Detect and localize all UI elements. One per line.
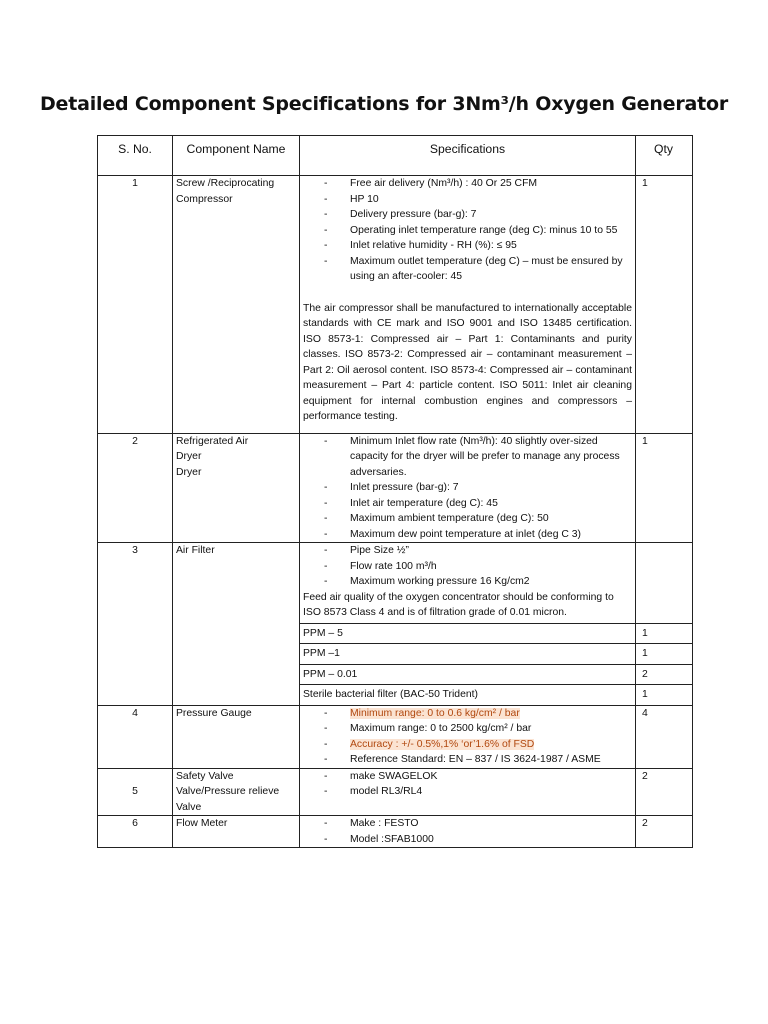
row-component-name: Screw /Reciprocating Compressor: [173, 176, 300, 434]
row-sno: 6: [98, 816, 173, 848]
header-sno: S. No.: [98, 136, 173, 176]
spec-item: - Reference Standard: EN – 837 / IS 3624-1987 / ASME: [303, 752, 632, 768]
spec-item: - Model :SFAB1000: [303, 832, 632, 848]
document-title: Detailed Component Specifications for 3Nm³/h Oxygen Generator: [39, 93, 729, 115]
row-qty: 4: [636, 705, 693, 768]
row-specifications: [300, 705, 636, 768]
spec-item: - Inlet relative humidity - RH (%): ≤ 95: [303, 238, 632, 254]
header-qty: Qty: [636, 136, 693, 176]
table-row: [98, 433, 693, 543]
spec-item: - Delivery pressure (bar-g): 7: [303, 207, 632, 223]
row-component-name: Pressure Gauge: [173, 705, 300, 768]
spec-item: - Inlet air temperature (deg C): 45: [303, 496, 632, 512]
subrow-qty: 1: [636, 623, 693, 644]
subrow-qty: 2: [636, 664, 693, 685]
spec-item: - HP 10: [303, 192, 632, 208]
row-specifications: [300, 816, 636, 848]
spec-item: - Maximum range: 0 to 2500 kg/cm² / bar: [303, 721, 632, 737]
table-row: [98, 705, 693, 768]
spec-item: - Maximum ambient temperature (deg C): 50: [303, 511, 632, 527]
row-specifications: [300, 543, 636, 624]
highlight: Minimum range: 0 to 0.6 kg/cm² / bar: [350, 707, 520, 719]
component-name-line: Dryer: [176, 466, 202, 478]
row-qty: 1: [636, 433, 693, 543]
table-header-row: [98, 136, 693, 176]
spec-item: - model RL3/RL4: [303, 784, 632, 800]
spec-note: Feed air quality of the oxygen concentrator should be conforming to ISO 8573 Class 4 and is of filtration grade of 0.01 micron.: [303, 591, 614, 618]
component-name-line: Refrigerated Air: [176, 435, 249, 447]
spec-item: - Inlet pressure (bar-g): 7: [303, 480, 632, 496]
row-sno: 4: [98, 705, 173, 768]
row-sno: 1: [98, 176, 173, 434]
row-component-name: Air Filter: [173, 543, 300, 706]
subrow-qty: 1: [636, 685, 693, 706]
table-row: [98, 768, 693, 816]
row-component-name: Flow Meter: [173, 816, 300, 848]
spec-item: - Pipe Size ½”: [303, 543, 632, 559]
row-specifications: [300, 433, 636, 543]
subrow-spec: Sterile bacterial filter (BAC-50 Trident): [300, 685, 636, 706]
spec-item: - Free air delivery (Nm³/h) : 40 Or 25 CFM: [303, 176, 632, 192]
subrow-spec: PPM –1: [300, 644, 636, 665]
subrow-spec: PPM – 0.01: [300, 664, 636, 685]
spec-item: - Flow rate 100 m³/h: [303, 559, 632, 575]
table-row: [98, 176, 693, 434]
row-sno: 2: [98, 433, 173, 543]
subrow-qty: 1: [636, 644, 693, 665]
spec-item-highlighted: [303, 706, 632, 722]
spec-item: - Operating inlet temperature range (deg C): minus 10 to 55: [303, 223, 632, 239]
row-component-name: [173, 433, 300, 543]
component-name-line: Dryer: [176, 451, 202, 462]
spec-item: - Minimum Inlet flow rate (Nm³/h): 40 slightly over-sized capacity for the dryer will be prefer to manage any process adversaries.: [303, 434, 632, 481]
row-specifications: [300, 176, 636, 434]
spec-paragraph: The air compressor shall be manufactured to internationally acceptable standards with CE mark and ISO 9001 and ISO 13485 certification. ISO 8573-1: Compressed air – Part 1: Contaminants and purity classes. ISO 8573-2: Compressed air – contaminant measurement – Part 2: Oil aerosol content. ISO 8573-4: Compressed air – contaminant measurement – Part 4: particle content. ISO 5011: Inlet air cleaning equipment for internal combustion engines and compressors – performance testing.: [303, 302, 632, 422]
spec-item: - make SWAGELOK: [303, 769, 632, 785]
row-qty: 1: [636, 176, 693, 434]
header-specifications: Specifications: [300, 136, 636, 176]
spec-item-highlighted: [303, 737, 632, 753]
row-component-name: Safety Valve Valve/Pressure relieve Valve: [173, 768, 300, 816]
spec-item: - Maximum dew point temperature at inlet (deg C 3): [303, 527, 632, 543]
subrow-spec: PPM – 5: [300, 623, 636, 644]
highlight: Accuracy : +/- 0.5%,1% ‘or’1.6% of FSD: [350, 738, 535, 750]
row-sno: 5: [98, 768, 173, 816]
row-qty: 2: [636, 768, 693, 816]
component-spec-table: [97, 135, 693, 848]
table-row: [98, 543, 693, 624]
spec-item: - Maximum working pressure 16 Kg/cm2: [303, 574, 632, 590]
header-component-name: Component Name: [173, 136, 300, 176]
row-qty: 2: [636, 816, 693, 848]
row-sno: 3: [98, 543, 173, 706]
spec-item: - Make : FESTO: [303, 816, 632, 832]
row-qty: [636, 543, 693, 624]
spec-item: - Maximum outlet temperature (deg C) – must be ensured by using an after-cooler: 45: [303, 254, 632, 285]
row-specifications: [300, 768, 636, 816]
table-row: [98, 816, 693, 848]
